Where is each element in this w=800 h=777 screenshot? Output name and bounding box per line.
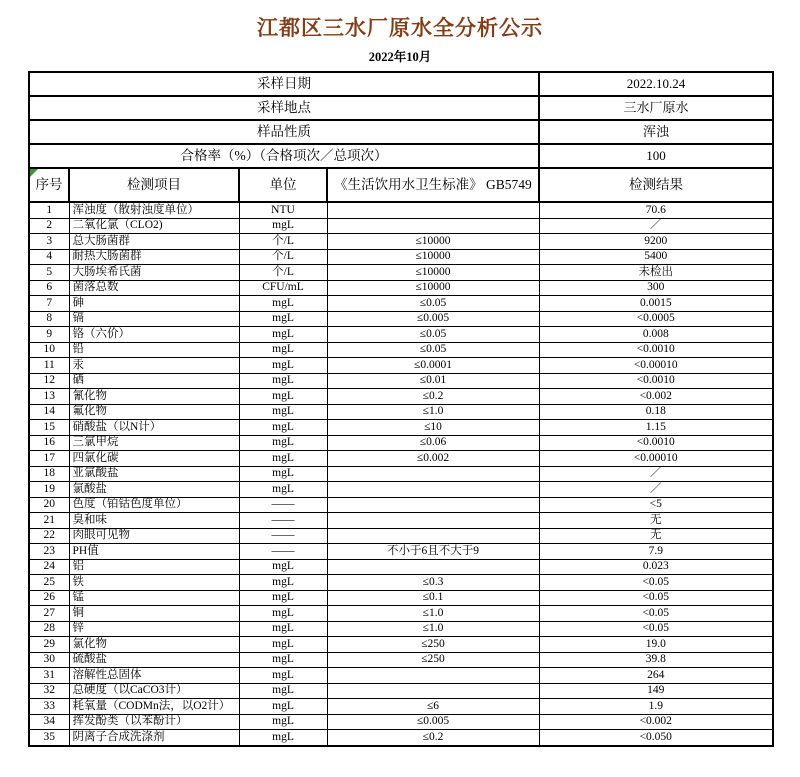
cell-item-name: 菌落总数 [69, 280, 239, 296]
cell-standard: ≤10 [327, 420, 539, 436]
cell-item-name: 挥发酚类（以苯酚计） [69, 714, 239, 730]
table-row [29, 435, 773, 451]
table-row [29, 590, 773, 606]
table-row [29, 513, 773, 529]
cell-item-name: 氯酸盐 [69, 482, 239, 498]
cell-result: 1.9 [539, 699, 773, 715]
cell-item-name: 氟化物 [69, 404, 239, 420]
cell-item-name: 镉 [69, 311, 239, 327]
cell-standard: ≤10000 [327, 265, 539, 281]
cell-unit: mgL [239, 466, 327, 482]
cell-unit: mgL [239, 296, 327, 312]
cell-row-number: 4 [29, 249, 69, 265]
cell-unit: mgL [239, 358, 327, 374]
cell-row-number: 11 [29, 358, 69, 374]
table-row [29, 342, 773, 358]
cell-standard: ≤1.0 [327, 606, 539, 622]
table-row [29, 575, 773, 591]
cell-row-number: 20 [29, 497, 69, 513]
cell-item-name: 氯化物 [69, 637, 239, 653]
cell-standard [327, 559, 539, 575]
cell-item-name: 肉眼可见物 [69, 528, 239, 544]
cell-result: <0.05 [539, 621, 773, 637]
cell-item-name: 铅 [69, 342, 239, 358]
cell-unit: mgL [239, 606, 327, 622]
cell-result: 0.008 [539, 327, 773, 343]
cell-item-name: 硝酸盐（以N计） [69, 420, 239, 436]
table-row [29, 559, 773, 575]
cell-row-number: 12 [29, 373, 69, 389]
cell-item-name: 色度（铂钴色度单位） [69, 497, 239, 513]
cell-unit: CFU/mL [239, 280, 327, 296]
cell-unit: mgL [239, 652, 327, 668]
cell-row-number: 17 [29, 451, 69, 467]
table-row [29, 668, 773, 684]
cell-row-number: 6 [29, 280, 69, 296]
table-row [29, 637, 773, 653]
cell-row-number: 32 [29, 683, 69, 699]
table-row [29, 234, 773, 250]
table-row [29, 373, 773, 389]
cell-item-name: 硫酸盐 [69, 652, 239, 668]
cell-item-name: 硒 [69, 373, 239, 389]
cell-unit: mgL [239, 218, 327, 234]
cell-unit: mgL [239, 714, 327, 730]
cell-standard: ≤1.0 [327, 621, 539, 637]
cell-unit: —— [239, 513, 327, 529]
table-row [29, 311, 773, 327]
cell-unit: —— [239, 528, 327, 544]
cell-result: 无 [539, 513, 773, 529]
info-row [29, 72, 773, 96]
cell-standard: ≤0.05 [327, 342, 539, 358]
cell-unit: 个/L [239, 265, 327, 281]
cell-result: 300 [539, 280, 773, 296]
cell-item-name: 耗氧量（CODMn法，以O2计） [69, 699, 239, 715]
cell-item-name: 铁 [69, 575, 239, 591]
cell-standard [327, 528, 539, 544]
cell-result: 264 [539, 668, 773, 684]
info-row [29, 144, 773, 168]
cell-result: <0.002 [539, 389, 773, 405]
cell-unit: mgL [239, 699, 327, 715]
cell-row-number: 29 [29, 637, 69, 653]
info-label: 样品性质 [29, 120, 539, 144]
cell-row-number: 10 [29, 342, 69, 358]
page-subtitle: 2022年10月 [368, 50, 432, 64]
cell-standard [327, 668, 539, 684]
column-header-row [29, 168, 773, 202]
cell-result: 1.15 [539, 420, 773, 436]
cell-standard: ≤10000 [327, 234, 539, 250]
cell-result: <0.0005 [539, 311, 773, 327]
cell-standard [327, 513, 539, 529]
cell-row-number: 14 [29, 404, 69, 420]
table-row [29, 202, 773, 218]
cell-item-name: 亚氯酸盐 [69, 466, 239, 482]
cell-result: <0.05 [539, 606, 773, 622]
cell-item-name: 铜 [69, 606, 239, 622]
cell-standard [327, 466, 539, 482]
cell-item-name: 汞 [69, 358, 239, 374]
col-header-result: 检测结果 [539, 168, 773, 202]
table-row [29, 544, 773, 560]
cell-item-name: 溶解性总固体 [69, 668, 239, 684]
info-value: 三水厂原水 [539, 96, 773, 120]
cell-item-name: 臭和味 [69, 513, 239, 529]
cell-unit: mgL [239, 420, 327, 436]
cell-result: 未检出 [539, 265, 773, 281]
cell-standard: ≤10000 [327, 280, 539, 296]
cell-unit: mgL [239, 482, 327, 498]
cell-row-number: 22 [29, 528, 69, 544]
table-row [29, 621, 773, 637]
table-row [29, 218, 773, 234]
cell-row-number: 8 [29, 311, 69, 327]
cell-item-name: 二氧化氯（CLO2) [69, 218, 239, 234]
cell-row-number: 1 [29, 202, 69, 218]
cell-row-number: 33 [29, 699, 69, 715]
cell-item-name: 铝 [69, 559, 239, 575]
cell-row-number: 34 [29, 714, 69, 730]
cell-row-number: 5 [29, 265, 69, 281]
cell-standard: 不小于6且不大于9 [327, 544, 539, 560]
cell-unit: 个/L [239, 234, 327, 250]
cell-row-number: 35 [29, 730, 69, 746]
cell-unit: mgL [239, 389, 327, 405]
cell-row-number: 16 [29, 435, 69, 451]
cell-item-name: 铬（六价） [69, 327, 239, 343]
cell-row-number: 26 [29, 590, 69, 606]
cell-unit: 个/L [239, 249, 327, 265]
cell-unit: NTU [239, 202, 327, 218]
info-value: 2022.10.24 [539, 72, 773, 96]
cell-unit: mgL [239, 621, 327, 637]
cell-standard: ≤6 [327, 699, 539, 715]
col-header-unit: 单位 [239, 168, 327, 202]
cell-item-name: 总大肠菌群 [69, 234, 239, 250]
table-row [29, 606, 773, 622]
cell-standard: ≤0.01 [327, 373, 539, 389]
cell-result: 7.9 [539, 544, 773, 560]
cell-unit: mgL [239, 327, 327, 343]
cell-row-number: 25 [29, 575, 69, 591]
cell-row-number: 15 [29, 420, 69, 436]
cell-result: 0.18 [539, 404, 773, 420]
cell-result: <0.05 [539, 575, 773, 591]
cell-result: <0.05 [539, 590, 773, 606]
cell-unit: mgL [239, 311, 327, 327]
cell-row-number: 30 [29, 652, 69, 668]
info-value: 浑浊 [539, 120, 773, 144]
cell-result: 0.0015 [539, 296, 773, 312]
cell-result: <0.0010 [539, 342, 773, 358]
cell-standard [327, 497, 539, 513]
table-row [29, 683, 773, 699]
cell-unit: mgL [239, 404, 327, 420]
cell-row-number: 9 [29, 327, 69, 343]
table-row [29, 714, 773, 730]
page-title: 江都区三水厂原水全分析公示 [257, 17, 543, 40]
table-row [29, 249, 773, 265]
cell-item-name: 四氯化碳 [69, 451, 239, 467]
cell-row-number: 27 [29, 606, 69, 622]
cell-item-name: PH值 [69, 544, 239, 560]
cell-result: 5400 [539, 249, 773, 265]
table-row [29, 404, 773, 420]
cell-unit: mgL [239, 342, 327, 358]
cell-item-name: 浑浊度（散射浊度单位） [69, 202, 239, 218]
cell-result: 9200 [539, 234, 773, 250]
cell-standard: ≤0.2 [327, 730, 539, 746]
cell-standard: ≤0.005 [327, 311, 539, 327]
cell-result: <0.050 [539, 730, 773, 746]
cell-item-name: 耐热大肠菌群 [69, 249, 239, 265]
col-header-no-label: 序号 [35, 176, 63, 192]
table-row [29, 280, 773, 296]
table-row [29, 528, 773, 544]
cell-unit: mgL [239, 730, 327, 746]
table-row [29, 497, 773, 513]
cell-standard: ≤0.002 [327, 451, 539, 467]
cell-result: 149 [539, 683, 773, 699]
cell-result: 无 [539, 528, 773, 544]
cell-result: ／ [539, 482, 773, 498]
table-row [29, 265, 773, 281]
cell-unit: mgL [239, 668, 327, 684]
cell-item-name: 总硬度（以CaCO3计） [69, 683, 239, 699]
cell-unit: mgL [239, 435, 327, 451]
cell-unit: mgL [239, 451, 327, 467]
table-row [29, 389, 773, 405]
cell-item-name: 三氯甲烷 [69, 435, 239, 451]
cell-row-number: 31 [29, 668, 69, 684]
cell-unit: —— [239, 544, 327, 560]
cell-result: <0.00010 [539, 358, 773, 374]
cell-row-number: 7 [29, 296, 69, 312]
cell-row-number: 19 [29, 482, 69, 498]
table-row [29, 482, 773, 498]
cell-row-number: 13 [29, 389, 69, 405]
table-row [29, 451, 773, 467]
cell-standard: ≤250 [327, 652, 539, 668]
cell-standard: ≤250 [327, 637, 539, 653]
cell-result: 70.6 [539, 202, 773, 218]
table-row [29, 296, 773, 312]
cell-item-name: 砷 [69, 296, 239, 312]
cell-row-number: 18 [29, 466, 69, 482]
table-row [29, 730, 773, 746]
info-row [29, 96, 773, 120]
info-label: 采样日期 [29, 72, 539, 96]
cell-unit: mgL [239, 373, 327, 389]
cell-unit: —— [239, 497, 327, 513]
cell-row-number: 24 [29, 559, 69, 575]
cell-row-number: 28 [29, 621, 69, 637]
cell-standard [327, 482, 539, 498]
cell-row-number: 23 [29, 544, 69, 560]
cell-row-number: 3 [29, 234, 69, 250]
cell-item-name: 大肠埃希氏菌 [69, 265, 239, 281]
cell-result: 0.023 [539, 559, 773, 575]
col-header-standard: 《生活饮用水卫生标准》 GB5749 [327, 168, 539, 202]
data-section [29, 202, 773, 746]
cell-standard [327, 683, 539, 699]
cell-standard: ≤1.0 [327, 404, 539, 420]
cell-item-name: 阴离子合成洗涤剂 [69, 730, 239, 746]
table-row [29, 699, 773, 715]
info-row [29, 120, 773, 144]
cell-unit: mgL [239, 590, 327, 606]
cell-unit: mgL [239, 559, 327, 575]
table-row [29, 327, 773, 343]
table-row [29, 420, 773, 436]
cell-result: 19.0 [539, 637, 773, 653]
col-header-no [29, 168, 69, 202]
cell-result: <0.002 [539, 714, 773, 730]
cell-standard: ≤0.05 [327, 327, 539, 343]
cell-standard: ≤0.0001 [327, 358, 539, 374]
cell-unit: mgL [239, 683, 327, 699]
cell-result: <5 [539, 497, 773, 513]
cell-row-number: 2 [29, 218, 69, 234]
cell-standard: ≤0.3 [327, 575, 539, 591]
col-header-item: 检测项目 [69, 168, 239, 202]
info-label: 合格率（%）（合格项次／总项次） [29, 144, 539, 168]
cell-result: <0.0010 [539, 435, 773, 451]
cell-result: ／ [539, 466, 773, 482]
cell-item-name: 氰化物 [69, 389, 239, 405]
cell-result: <0.0010 [539, 373, 773, 389]
info-value: 100 [539, 144, 773, 168]
info-section [29, 72, 773, 168]
excel-error-triangle-icon [30, 169, 38, 177]
analysis-table [28, 71, 774, 747]
cell-item-name: 锰 [69, 590, 239, 606]
cell-standard: ≤0.05 [327, 296, 539, 312]
cell-standard: ≤0.005 [327, 714, 539, 730]
cell-standard [327, 218, 539, 234]
table-row [29, 652, 773, 668]
info-label: 采样地点 [29, 96, 539, 120]
table-row [29, 466, 773, 482]
cell-standard: ≤0.2 [327, 389, 539, 405]
cell-item-name: 锌 [69, 621, 239, 637]
cell-result: <0.00010 [539, 451, 773, 467]
cell-standard [327, 202, 539, 218]
cell-result: ／ [539, 218, 773, 234]
cell-standard: ≤0.06 [327, 435, 539, 451]
column-header-section [29, 168, 773, 202]
cell-unit: mgL [239, 637, 327, 653]
table-row [29, 358, 773, 374]
cell-standard: ≤10000 [327, 249, 539, 265]
cell-row-number: 21 [29, 513, 69, 529]
cell-result: 39.8 [539, 652, 773, 668]
cell-unit: mgL [239, 575, 327, 591]
cell-standard: ≤0.1 [327, 590, 539, 606]
